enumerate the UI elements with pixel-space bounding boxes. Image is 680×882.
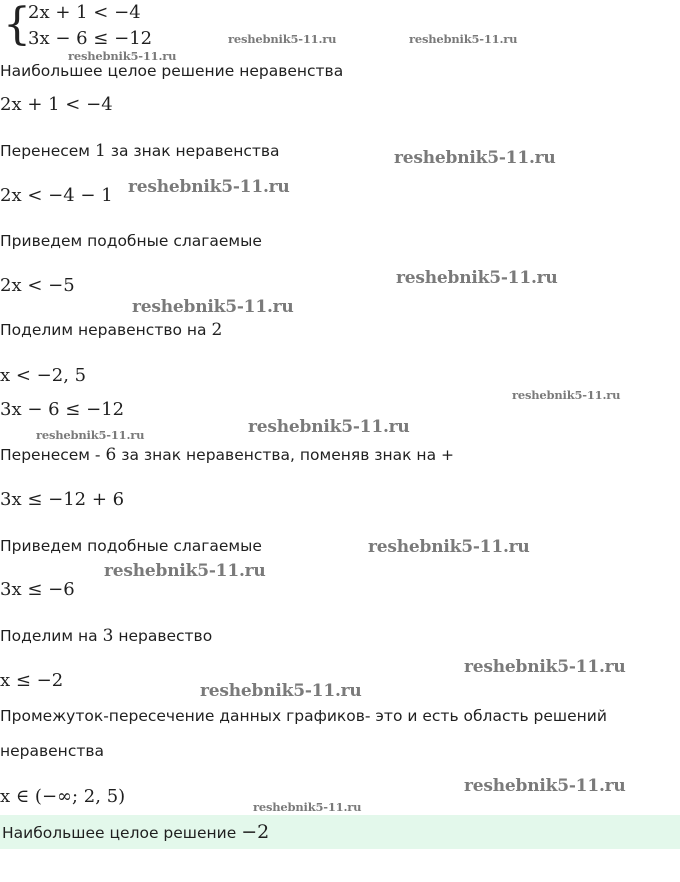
- watermark: reshebnik5-11.ru: [228, 32, 337, 46]
- step-similar-1: Приведем подобные слагаемые: [0, 232, 262, 250]
- watermark: reshebnik5-11.ru: [368, 537, 530, 557]
- answer-text: Наибольшее целое решение −2: [2, 821, 270, 843]
- watermark: reshebnik5-11.ru: [394, 148, 556, 168]
- system-brace: {: [3, 0, 31, 50]
- step-divide-2: Поделим на 3 неравество: [0, 626, 213, 646]
- watermark: reshebnik5-11.ru: [128, 177, 290, 197]
- watermark: reshebnik5-11.ru: [248, 417, 410, 437]
- watermark: reshebnik5-11.ru: [409, 32, 518, 46]
- system-line-1: 2x + 1 < −4: [28, 2, 141, 23]
- answer-box: [0, 815, 680, 849]
- math-eq-a: 2x < −4 − 1: [0, 185, 113, 206]
- watermark: reshebnik5-11.ru: [253, 800, 362, 814]
- step-similar-2: Приведем подобные слагаемые: [0, 537, 262, 555]
- math-eq-d: 3x ≤ −6: [0, 579, 75, 600]
- math-eq-c: 3x ≤ −12 + 6: [0, 489, 125, 510]
- watermark: reshebnik5-11.ru: [464, 776, 626, 796]
- step-divide: Поделим неравенство на 2: [0, 320, 223, 340]
- math-eq-b: 2x < −5: [0, 275, 75, 296]
- math-ineq-1: 2x + 1 < −4: [0, 94, 113, 115]
- intersection-text-2: неравенства: [0, 742, 104, 760]
- intersection-text-1: Промежуток-пересечение данных графиков- это и есть область решений: [0, 707, 607, 725]
- watermark: reshebnik5-11.ru: [512, 388, 621, 402]
- watermark: reshebnik5-11.ru: [464, 657, 626, 677]
- step-move-1: Перенесем 1 за знак неравенства: [0, 141, 280, 161]
- question-text: Наибольшее целое решение неравенства: [0, 62, 344, 80]
- watermark: reshebnik5-11.ru: [36, 428, 145, 442]
- system-line-2: 3x − 6 ≤ −12: [28, 28, 153, 49]
- watermark: reshebnik5-11.ru: [396, 268, 558, 288]
- watermark: reshebnik5-11.ru: [200, 681, 362, 701]
- watermark: reshebnik5-11.ru: [68, 49, 177, 63]
- step-move-2: Перенесем - 6 за знак неравенства, поменяв знак на +: [0, 445, 454, 465]
- math-result-1: x < −2, 5: [0, 365, 87, 386]
- math-interval: x ∈ (−∞; 2, 5): [0, 786, 126, 807]
- watermark: reshebnik5-11.ru: [104, 561, 266, 581]
- math-ineq-2: 3x − 6 ≤ −12: [0, 399, 125, 420]
- watermark: reshebnik5-11.ru: [132, 297, 294, 317]
- math-result-2: x ≤ −2: [0, 670, 64, 691]
